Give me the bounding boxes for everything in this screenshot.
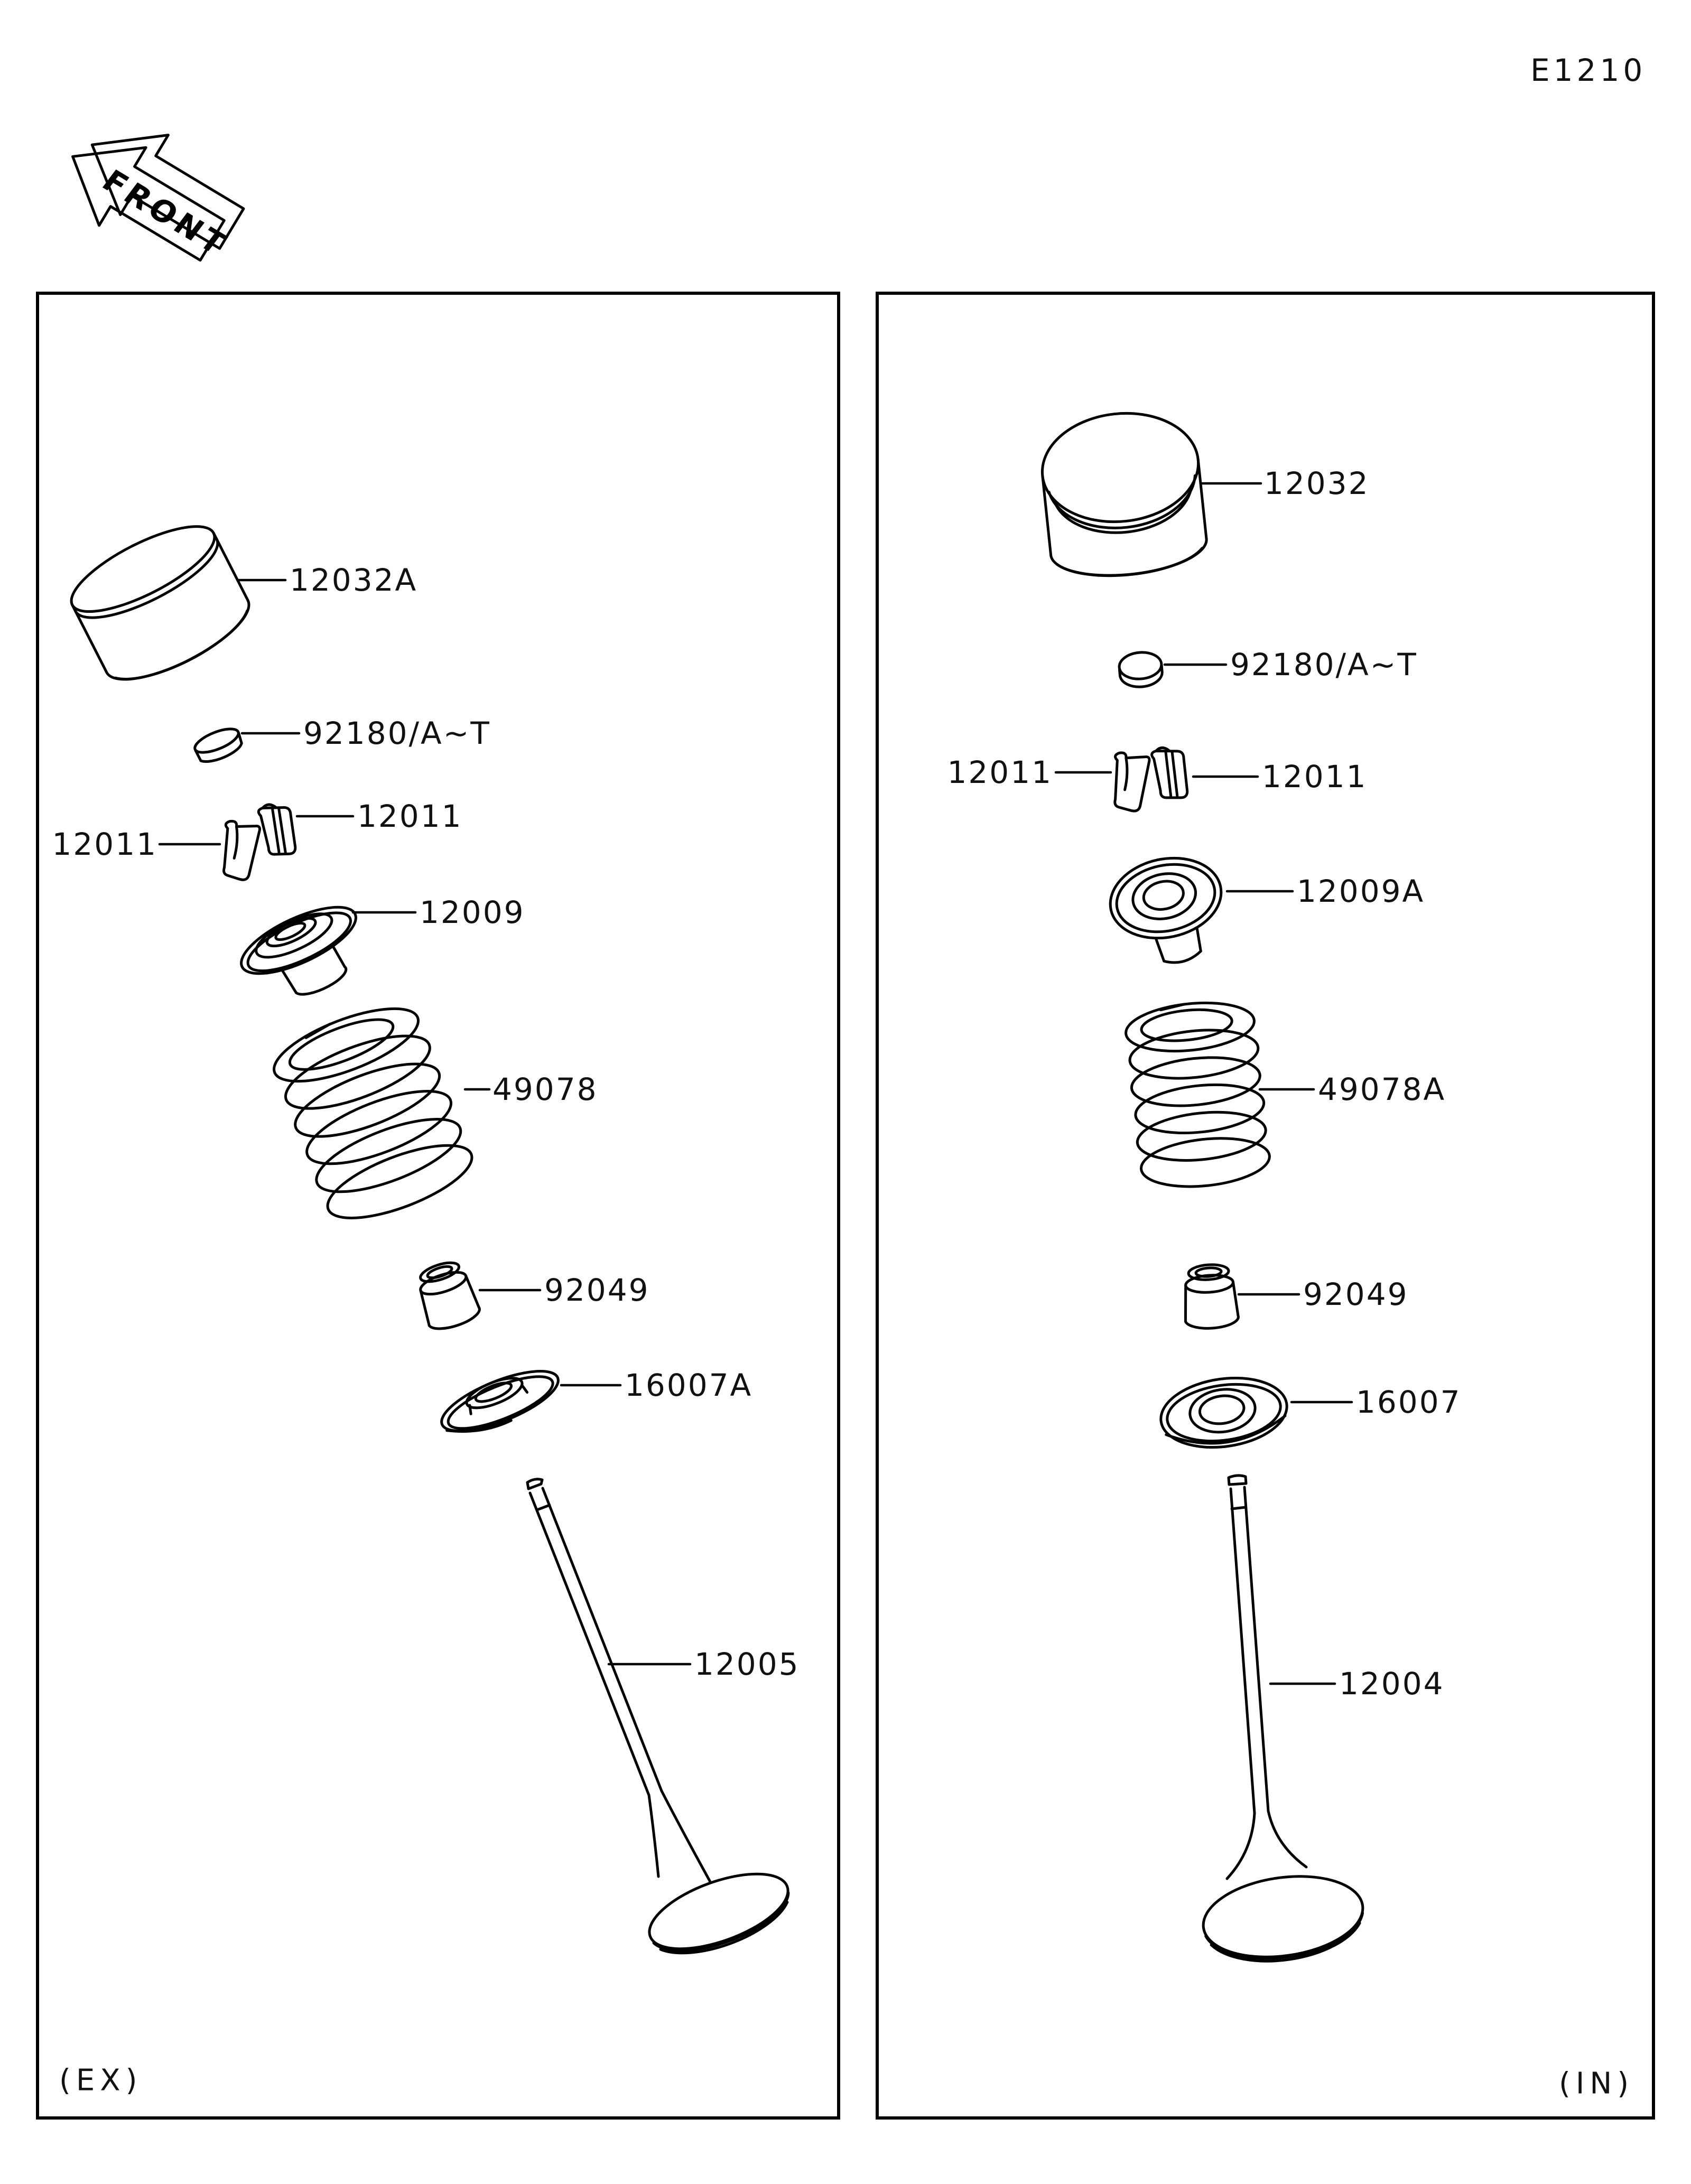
ex-valve-shape [527, 1479, 799, 1968]
in-tappet-shape [1037, 406, 1209, 583]
part-label-12032A: 12032A [290, 562, 418, 598]
in-seal-shape [1182, 1263, 1239, 1330]
ex-tappet-shape [61, 510, 260, 696]
front-arrow-icon [49, 99, 262, 288]
ex-seat-shape [434, 1359, 566, 1445]
ex-seal-shape [412, 1257, 482, 1333]
part-label-12011-in-right: 12011 [1262, 759, 1368, 795]
in-shim-shape [1118, 651, 1163, 689]
in-spring-shape [1123, 997, 1272, 1192]
part-label-49078: 49078 [493, 1071, 598, 1107]
in-keeper-left-shape [1110, 752, 1150, 812]
part-label-12009: 12009 [420, 894, 525, 930]
part-label-12011-ex-right: 12011 [357, 798, 463, 834]
part-label-12011-ex-left: 12011 [52, 826, 157, 862]
part-label-12032: 12032 [1264, 465, 1370, 501]
front-arrow-label: FRONT [95, 163, 236, 263]
part-label-12005: 12005 [694, 1646, 800, 1682]
ex-spring-shape [265, 994, 480, 1234]
in-keeper-right-shape [1151, 745, 1189, 801]
exhaust-panel-tag: (EX) [59, 2063, 143, 2098]
in-seat-shape [1156, 1370, 1291, 1455]
part-label-12009A: 12009A [1297, 873, 1425, 909]
part-label-16007A: 16007A [625, 1367, 753, 1403]
intake-panel-tag: (IN) [1559, 2066, 1634, 2101]
part-label-92180-ex: 92180/A~T [303, 715, 491, 751]
part-label-92049-in: 92049 [1303, 1276, 1409, 1312]
intake-parts-group [1037, 406, 1369, 1971]
part-label-92049-ex: 92049 [544, 1272, 650, 1308]
ex-keeper-right-shape [257, 801, 297, 858]
part-label-92180-in: 92180/A~T [1230, 647, 1418, 683]
part-label-49078A: 49078A [1318, 1071, 1446, 1107]
ex-shim-shape [192, 724, 245, 767]
part-label-12004: 12004 [1339, 1666, 1445, 1702]
part-label-12011-in-left: 12011 [947, 754, 1053, 790]
in-retainer-shape [1103, 848, 1234, 974]
in-valve-shape [1198, 1476, 1369, 1971]
ex-keeper-left-shape [219, 820, 261, 881]
part-label-16007: 16007 [1356, 1384, 1462, 1420]
page-code: E1210 [1530, 52, 1647, 88]
